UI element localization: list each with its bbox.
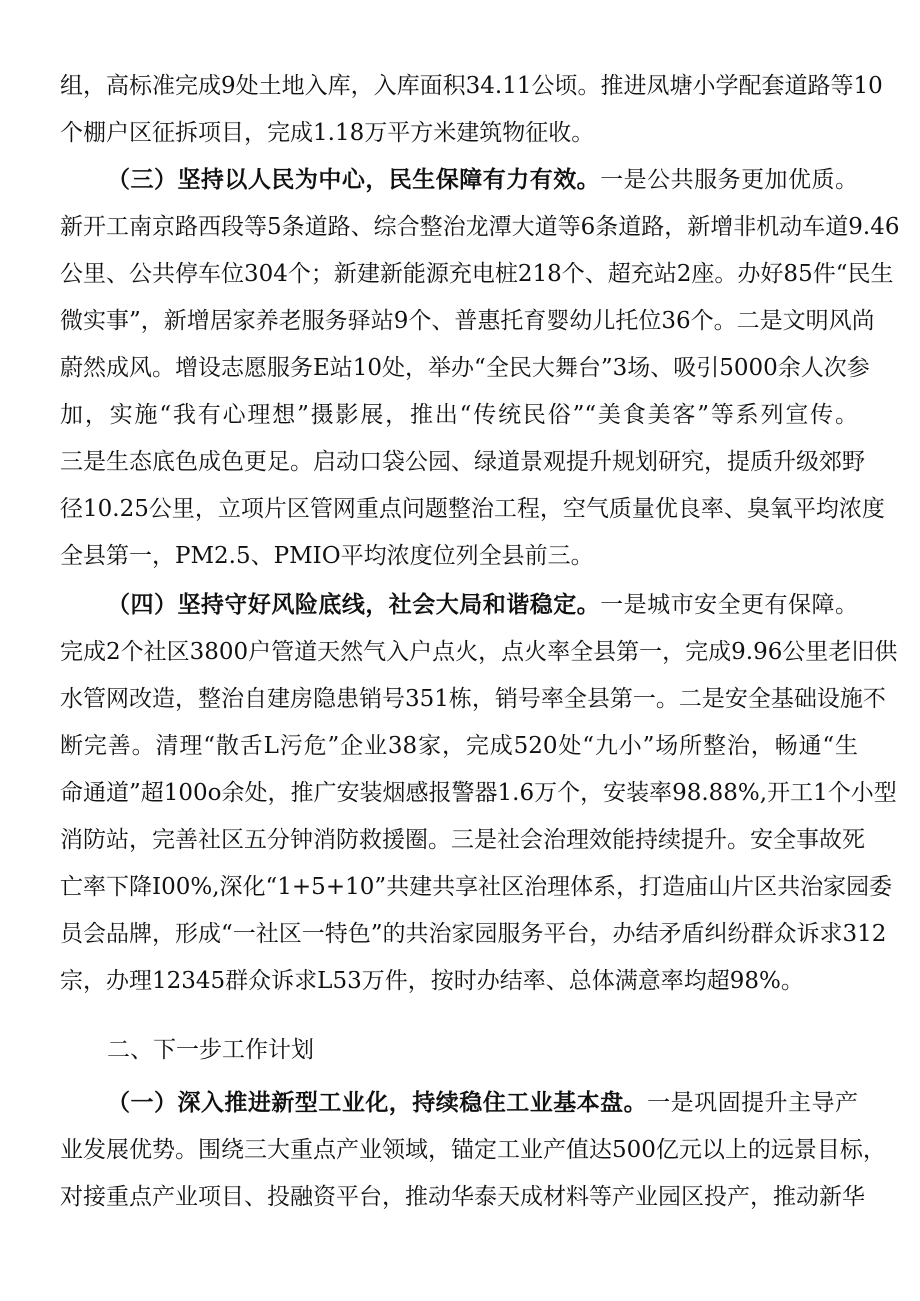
section-4-text: 一是城市安全更有保障。: [600, 592, 859, 618]
paragraph-line: 水管网改造，整治自建房隐患销号351栋，销号率全县第一。二是安全基础设施不: [60, 686, 886, 712]
paragraph-line: 径10.25公里，立项片区管网重点问题整治工程，空气质量优良率、臭氧平均浓度: [60, 496, 885, 522]
paragraph-line: 命通道”超100o余处，推广安装烟感报警器1.6万个，安装率98.88%,开工1个小型: [60, 780, 897, 806]
plan-1-first-line: [107, 1083, 858, 1123]
section-4-title: （四）坚持守好风险底线，社会大局和谐稳定。: [107, 591, 601, 618]
paragraph-line: 断完善。清理“散舌L污危”企业38家，完成520处“九小”场所整治，畅通“生: [60, 733, 858, 759]
plan-1-text: 一是巩固提升主导产: [647, 1090, 859, 1116]
paragraph-line: 亡率下降I00%,深化“1+5+10”共建共享社区治理体系，打造庙山片区共治家园委: [60, 874, 893, 900]
paragraph-line: 完成2个社区3800户管道天然气入户点火，点火率全县第一，完成9.96公里老旧供: [60, 639, 898, 665]
paragraph-line: 全县第一，PM2.5、PMIO平均浓度位列全县前三。: [60, 543, 594, 569]
plan-1-title: （一）深入推进新型工业化，持续稳住工业基本盘。: [107, 1089, 648, 1116]
paragraph-line: 微实事”，新增居家养老服务驿站9个、普惠托育婴幼儿托位36个。二是文明风尚: [60, 308, 875, 334]
paragraph-line: 蔚然成风。增设志愿服务E站10处，举办“全民大舞台”3场、吸引5000余人次参: [60, 355, 870, 381]
paragraph-line: 组，高标准完成9处土地入库，入库面积34.11公顷。推进凤塘小学配套道路等10: [60, 73, 883, 99]
paragraph-line: 对接重点产业项目、投融资平台，推动华泰天成材料等产业园区投产，推动新华: [60, 1184, 865, 1210]
paragraph-line: 新开工南京路西段等5条道路、综合整治龙潭大道等6条道路，新增非机动车道9.46: [60, 214, 900, 240]
paragraph-line: 加，实施“我有心理想”摄影展，推出“传统民俗”“美食美客”等系列宣传。: [60, 402, 858, 428]
paragraph-line: 宗，办理12345群众诉求L53万件，按时办结率、总体满意率均超98%。: [60, 968, 804, 994]
section-3-text: 一是公共服务更加优质。: [600, 167, 859, 193]
paragraph-line: 员会品牌，形成“一社区一特色”的共治家园服务平台，办结矛盾纠纷群众诉求312: [60, 921, 887, 947]
section-3-title: （三）坚持以人民为中心，民生保障有力有效。: [107, 166, 601, 193]
paragraph-line: 消防站，完善社区五分钟消防救援圈。三是社会治理效能持续提升。安全事故死: [60, 827, 865, 853]
paragraph-line: 三是生态底色成色更足。启动口袋公园、绿道景观提升规划研究，提质升级郊野: [60, 449, 865, 475]
paragraph-line: 公里、公共停车位304个；新建新能源充电桩218个、超充站2座。办好85件“民生: [60, 261, 894, 287]
section-heading: 二、下一步工作计划: [107, 1037, 314, 1063]
paragraph-line: 个棚户区征拆项目，完成1.18万平方米建筑物征收。: [60, 120, 595, 146]
paragraph-line: 业发展优势。围绕三大重点产业领域，锚定工业产值达500亿元以上的远景目标，: [60, 1137, 886, 1163]
section-3-first-line: [107, 160, 858, 200]
section-4-first-line: [107, 585, 858, 625]
